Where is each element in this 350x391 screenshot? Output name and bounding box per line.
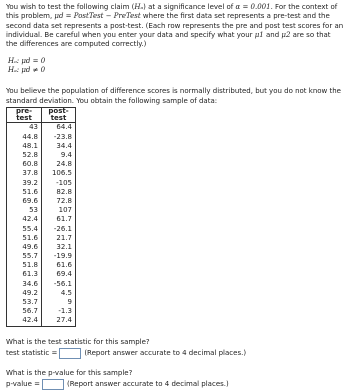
test-statistic-note: (Report answer accurate to 4 decimal places.) (84, 348, 247, 357)
pre-test-cell: 48.1 (7, 142, 42, 151)
post-test-cell: 72.8 (42, 197, 76, 206)
sample-description: You believe the population of difference scores is normally distributed, but you do not know the standard deviation. You obtain the following sample of data: (6, 87, 341, 105)
post-test-cell: 64.4 (42, 123, 76, 133)
data-table (6, 107, 76, 327)
table-row (7, 151, 76, 160)
table-header-row (7, 108, 76, 123)
post-test-cell: 107 (42, 206, 76, 215)
pre-test-cell: 44.8 (7, 133, 42, 142)
test-statistic-input[interactable] (59, 348, 81, 359)
table-row (7, 142, 76, 151)
table-row (7, 215, 76, 224)
test-statistic-section (6, 338, 344, 360)
post-test-cell: -26.1 (42, 225, 76, 234)
pre-test-cell: 60.8 (7, 160, 42, 169)
table-row (7, 243, 76, 252)
claim-symbol: Hₐ (134, 3, 144, 11)
pre-test-cell: 39.2 (7, 179, 42, 188)
table-row (7, 225, 76, 234)
table-row (7, 289, 76, 298)
mu-d-definition: μd = PostTest − PreTest (54, 12, 141, 21)
pre-test-cell: 52.8 (7, 151, 42, 160)
p-value-input[interactable] (42, 379, 64, 390)
post-test-cell: 32.1 (42, 243, 76, 252)
pre-test-cell: 51.6 (7, 234, 42, 243)
p-value-section (6, 369, 344, 391)
p-value-question: What is the p-value for this sample? (6, 368, 133, 377)
pre-test-cell: 49.2 (7, 289, 42, 298)
pre-test-cell: 43 (7, 123, 42, 133)
pre-test-cell: 37.8 (7, 169, 42, 178)
table-row (7, 160, 76, 169)
hypotheses (8, 57, 344, 75)
problem-intro: You wish to test the following claim (Hₐ) at a significance level of α = 0.001. For the context of this problem, μd = PostTest − PreTest where the first data set represents a pre-test and the second data set represents a post-test. (Each row represents the pre and post test scores for an individual. Be careful when you enter your data and specify what your μ1 and μ2 are so that the differences are computed correctly.) (6, 3, 344, 49)
col-header-pre-test: pre-test (7, 108, 42, 123)
post-test-cell: 21.7 (42, 234, 76, 243)
post-test-cell: 82.8 (42, 188, 76, 197)
table-row (7, 133, 76, 142)
col-header-post-test: post-test (42, 108, 76, 123)
post-test-cell: -1.3 (42, 307, 76, 316)
test-statistic-question: What is the test statistic for this sample? (6, 337, 150, 346)
table-row (7, 206, 76, 215)
test-statistic-label: test statistic = (6, 348, 58, 357)
pre-test-cell: 42.4 (7, 215, 42, 224)
pre-test-cell: 51.8 (7, 261, 42, 270)
table-row (7, 316, 76, 326)
post-test-cell: 9.4 (42, 151, 76, 160)
pre-test-cell: 61.3 (7, 270, 42, 279)
post-test-cell: -56.1 (42, 280, 76, 289)
pre-test-cell: 34.6 (7, 280, 42, 289)
table-row (7, 169, 76, 178)
table-row (7, 179, 76, 188)
post-test-cell: 61.7 (42, 215, 76, 224)
post-test-cell: 27.4 (42, 316, 76, 326)
pre-test-cell: 55.4 (7, 225, 42, 234)
table-row (7, 280, 76, 289)
pre-test-cell: 49.6 (7, 243, 42, 252)
table-row (7, 197, 76, 206)
null-hypothesis: Hₒ: μd = 0 (8, 57, 46, 66)
post-test-cell: -19.9 (42, 252, 76, 261)
table-row (7, 252, 76, 261)
p-value-note: (Report answer accurate to 4 decimal places.) (67, 380, 229, 389)
post-test-cell: 106.5 (42, 169, 76, 178)
p-value-label: p-value = (6, 380, 40, 389)
pre-test-cell: 55.7 (7, 252, 42, 261)
table-row (7, 234, 76, 243)
pre-test-cell: 56.7 (7, 307, 42, 316)
pre-test-cell: 53 (7, 206, 42, 215)
alternative-hypothesis: Hₐ: μd ≠ 0 (8, 66, 46, 75)
pre-test-cell: 42.4 (7, 316, 42, 326)
post-test-cell: -105 (42, 179, 76, 188)
pre-test-cell: 53.7 (7, 298, 42, 307)
table-row (7, 298, 76, 307)
post-test-cell: 69.4 (42, 270, 76, 279)
pre-test-cell: 51.6 (7, 188, 42, 197)
post-test-cell: -23.8 (42, 133, 76, 142)
table-row (7, 307, 76, 316)
post-test-cell: 9 (42, 298, 76, 307)
table-row (7, 270, 76, 279)
pre-test-cell: 69.6 (7, 197, 42, 206)
alpha-expression: α = 0.001 (235, 3, 271, 11)
table-row (7, 261, 76, 270)
post-test-cell: 24.8 (42, 160, 76, 169)
post-test-cell: 34.4 (42, 142, 76, 151)
table-row (7, 123, 76, 133)
post-test-cell: 4.5 (42, 289, 76, 298)
post-test-cell: 61.6 (42, 261, 76, 270)
table-row (7, 188, 76, 197)
